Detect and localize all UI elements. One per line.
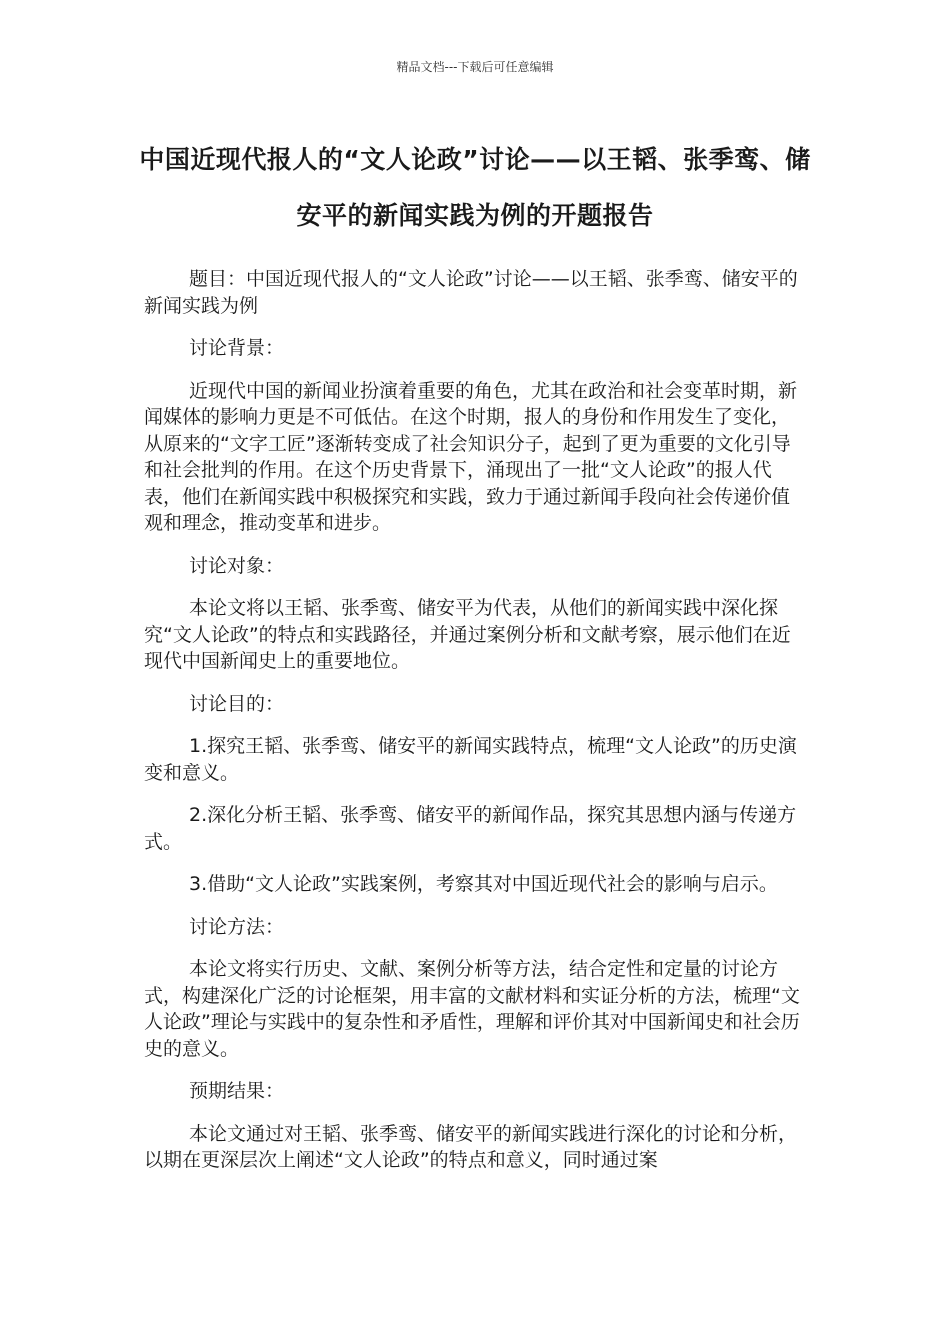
- heading-expected-results: 预期结果：: [189, 1080, 285, 1102]
- document-body: [144, 266, 806, 1190]
- paragraph-purpose-1: 1.探究王韬、张季鸾、储安平的新闻实践特点，梳理“文人论政”的历史演变和意义。: [144, 735, 797, 784]
- paragraph-background: 近现代中国的新闻业扮演着重要的角色，尤其在政治和社会变革时期，新闻媒体的影响力更是不可低估。在这个时期，报人的身份和作用发生了变化，从原来的“文字工匠”逐渐转变成了社会知识分子，起到了更为重要的文化引导和社会批判的作用。在这个历史背景下，涌现出了一批“文人论政”的报人代表，他们在新闻实践中积极探究和实践，致力于通过新闻手段向社会传递价值观和理念，推动变革和进步。: [144, 379, 798, 534]
- paragraph-expected-results: 本论文通过对王韬、张季鸾、储安平的新闻实践进行深化的讨论和分析，以期在更深层次上阐述“文人论政”的特点和意义，同时通过案: [144, 1122, 798, 1171]
- heading-method: 讨论方法：: [189, 915, 285, 938]
- paragraph-topic: 题目：中国近现代报人的“文人论政”讨论——以王韬、张季鸾、储安平的新闻实践为例: [144, 268, 798, 317]
- paragraph-method: 本论文将实行历史、文献、案例分析等方法，结合定性和定量的讨论方式，构建深化广泛的讨论框架，用丰富的文献材料和实证分析的方法，梳理“文人论政”理论与实践中的复杂性和矛盾性，理解和评价其对中国新闻史和社会历史的意义。: [144, 958, 800, 1060]
- heading-purpose: 讨论目的：: [189, 692, 285, 715]
- paragraph-purpose-3: 3.借助“文人论政”实践案例，考察其对中国近现代社会的影响与启示。: [189, 873, 778, 895]
- heading-background: 讨论背景：: [189, 337, 285, 359]
- paragraph-subject: 本论文将以王韬、张季鸾、储安平为代表，从他们的新闻实践中深化探究“文人论政”的特点和实践路径，并通过案例分析和文献考察，展示他们在近现代中国新闻史上的重要地位。: [144, 597, 791, 672]
- heading-subject: 讨论对象：: [189, 554, 285, 577]
- page-header: 精品文档---下载后可任意编辑: [396, 60, 554, 74]
- paragraph-purpose-2: 2.深化分析王韬、张季鸾、储安平的新闻作品，探究其思想内涵与传递方式。: [144, 804, 797, 853]
- document-title: 中国近现代报人的“文人论政”讨论——以王韬、张季鸾、储安平的新闻实践为例的开题报告: [139, 145, 811, 230]
